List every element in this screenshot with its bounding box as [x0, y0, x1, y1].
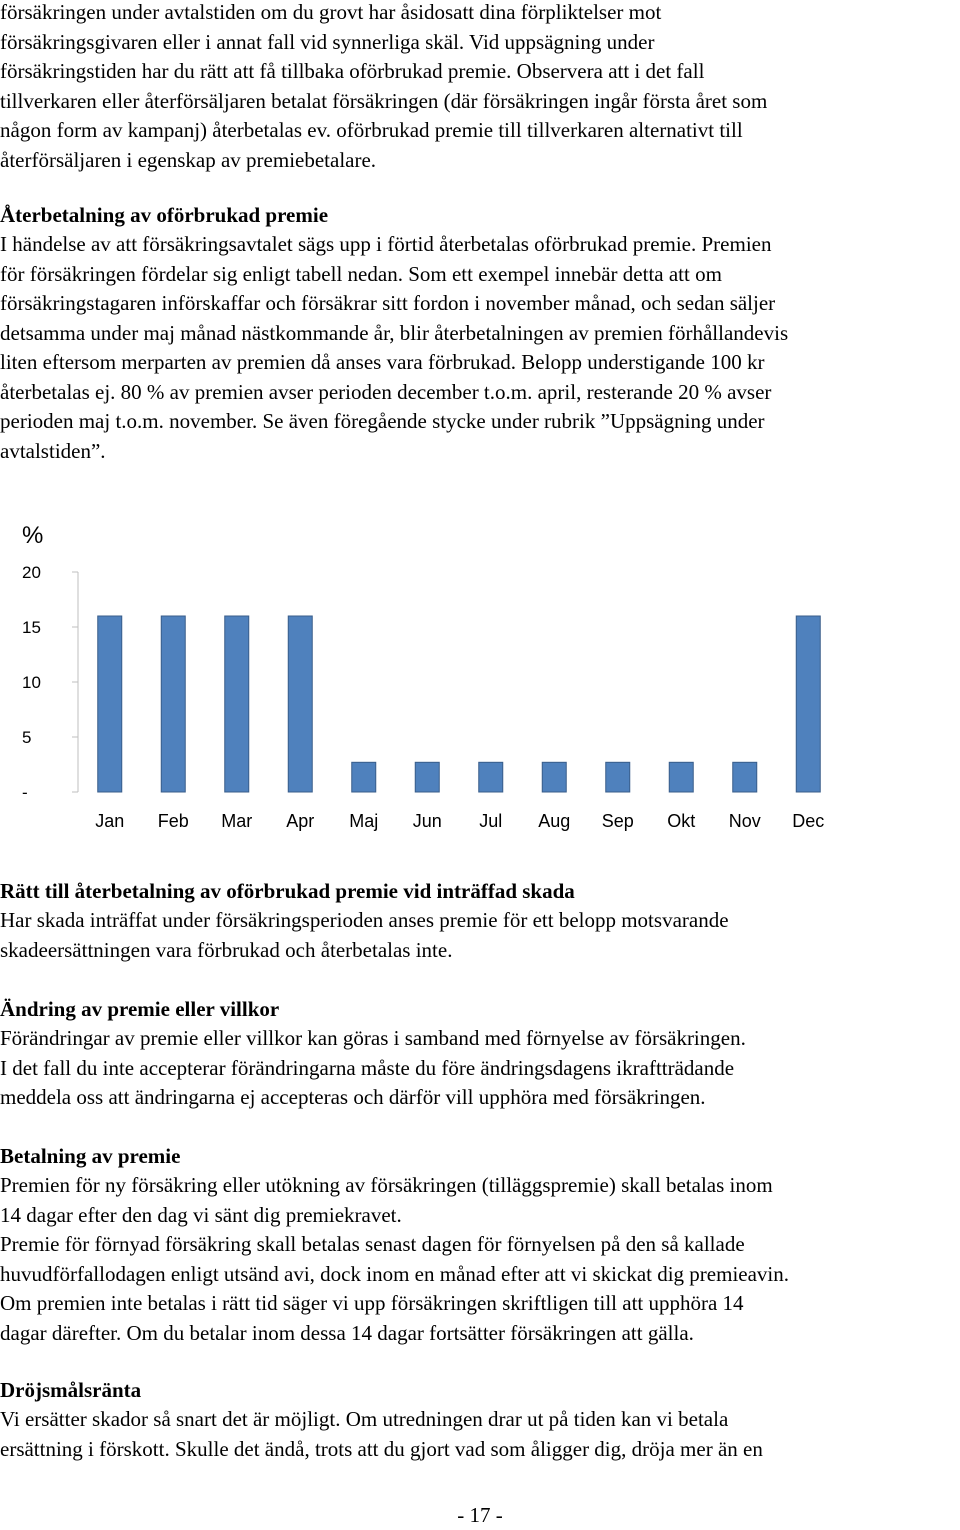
- text-line: skadeersättningen vara förbrukad och återbetalas inte.: [0, 937, 453, 962]
- heading-interest: Dröjsmålsränta: [0, 1378, 142, 1402]
- bar-jan: [98, 616, 122, 792]
- payment-paragraph: [0, 1171, 958, 1348]
- page-number: - 17 -: [457, 1503, 503, 1527]
- text-line: Vi ersätter skador så snart det är möjligt. Om utredningen drar ut på tiden kan vi betala: [0, 1407, 729, 1431]
- x-tick-label-feb: Feb: [157, 811, 189, 831]
- change-paragraph: [0, 1024, 958, 1113]
- text-line: Premien för ny försäkring eller utökning av försäkringen (tilläggspremie) skall betalas inom: [0, 1173, 773, 1197]
- x-tick-label-jan: Jan: [95, 811, 125, 831]
- text-line: perioden maj t.o.m. november. Se även föregående stycke under rubrik ”Uppsägning under: [0, 409, 765, 433]
- chart-unit-label: %: [22, 522, 44, 549]
- text-line: försäkringstagaren införskaffar och försäkrar sitt fordon i november månad, och sedan säljer: [0, 291, 776, 315]
- text-line: liten eftersom merparten av premien då anses vara förbrukad. Belopp understigande 100 kr: [0, 350, 765, 374]
- text-line: återbetalas ej. 80 % av premien avser perioden december t.o.m. april, resterande 20 % avser: [0, 379, 772, 404]
- bar-feb: [161, 616, 185, 792]
- bars: [98, 616, 821, 792]
- y-tick-label: -: [22, 783, 28, 802]
- bar-jul: [479, 762, 503, 792]
- text-line: I händelse av att försäkringsavtalet sägs upp i förtid återbetalas oförbrukad premie. Premien: [0, 232, 772, 256]
- y-tick-label: 5: [22, 728, 32, 747]
- bar-sep: [606, 762, 630, 792]
- text-line: Har skada inträffat under försäkringsperioden anses premie för ett belopp motsvarande: [0, 908, 729, 932]
- x-tick-label-jun: Jun: [412, 811, 442, 831]
- bar-mar: [225, 616, 249, 792]
- text-line: I det fall du inte accepterar förändringarna måste du före ändringsdagens ikraftträdande: [0, 1055, 735, 1080]
- text-line: Premie för förnyad försäkring skall betalas senast dagen för förnyelsen på den så kallade: [0, 1232, 745, 1256]
- x-tick-label-jul: Jul: [479, 811, 503, 831]
- text-line: någon form av kampanj) återbetalas ev. oförbrukad premie till tillverkaren alternativt till: [0, 118, 743, 142]
- bar-jun: [415, 762, 439, 792]
- x-tick-label-nov: Nov: [728, 811, 761, 831]
- text-line: försäkringsgivaren eller i annat fall vid synnerliga skäl. Vid uppsägning under: [0, 29, 655, 54]
- damage-paragraph: [0, 906, 958, 965]
- heading-change: Ändring av premie eller villkor: [0, 997, 280, 1021]
- text-line: för försäkringen fördelar sig enligt tabell nedan. Som ett exempel innebär detta att om: [0, 261, 722, 286]
- text-line: ersättning i förskott. Skulle det ändå, trots att du gjort vad som åligger dig, dröja mer än en: [0, 1436, 763, 1461]
- text-line: tillverkaren eller återförsäljaren betalat försäkringen (där försäkringen ingår första året som: [0, 88, 768, 113]
- x-tick-label-okt: Okt: [667, 811, 696, 831]
- x-tick-label-maj: Maj: [349, 811, 379, 831]
- heading-damage: Rätt till återbetalning av oförbrukad premie vid inträffad skada: [0, 879, 575, 903]
- text-line: försäkringstiden har du rätt att få tillbaka oförbrukad premie. Observera att i det fall: [0, 59, 705, 83]
- text-line: återförsäljaren i egenskap av premiebetalare.: [0, 147, 377, 172]
- x-tick-label-aug: Aug: [538, 811, 571, 831]
- interest-paragraph: [0, 1405, 958, 1464]
- x-tick-label-mar: Mar: [221, 811, 253, 831]
- bar-dec: [796, 616, 820, 792]
- heading-payment: Betalning av premie: [0, 1144, 181, 1168]
- heading-refund: Återbetalning av oförbrukad premie: [0, 203, 329, 227]
- x-axis-labels: [95, 811, 824, 831]
- text-line: detsamma under maj månad nästkommande år, blir återbetalningen av premien förhållandevis: [0, 320, 789, 345]
- y-tick-label: 15: [22, 618, 41, 637]
- intro-paragraph: [0, 0, 958, 175]
- text-line: 14 dagar efter den dag vi sänt dig premiekravet.: [0, 1202, 402, 1227]
- y-tick-label: 10: [22, 673, 41, 692]
- text-line: Om premien inte betalas i rätt tid säger vi upp försäkringen skriftligen till att upphöra 14: [0, 1291, 744, 1315]
- text-line: dagar därefter. Om du betalar inom dessa 14 dagar fortsätter försäkringen att gälla.: [0, 1320, 694, 1345]
- x-tick-label-sep: Sep: [601, 811, 634, 831]
- bar-apr: [288, 616, 312, 792]
- y-tick-label: 20: [22, 563, 41, 582]
- bar-aug: [542, 762, 566, 792]
- text-line: huvudförfallodagen enligt utsänd avi, dock inom en månad efter att vi skickat dig premieavin.: [0, 1261, 790, 1286]
- bar-nov: [733, 762, 757, 792]
- text-line: meddela oss att ändringarna ej accepteras och därför vill upphöra med försäkringen.: [0, 1085, 706, 1109]
- premium-distribution-chart: [0, 505, 960, 845]
- y-axis: [22, 563, 78, 802]
- bar-maj: [352, 762, 376, 792]
- refund-paragraph: [0, 230, 958, 466]
- x-tick-label-apr: Apr: [286, 811, 315, 831]
- x-tick-label-dec: Dec: [792, 811, 825, 831]
- text-line: Förändringar av premie eller villkor kan göras i samband med förnyelse av försäkringen.: [0, 1026, 746, 1050]
- text-line: försäkringen under avtalstiden om du grovt har åsidosatt dina förpliktelser mot: [0, 0, 662, 24]
- text-line: avtalstiden”.: [0, 438, 106, 463]
- bar-okt: [669, 762, 693, 792]
